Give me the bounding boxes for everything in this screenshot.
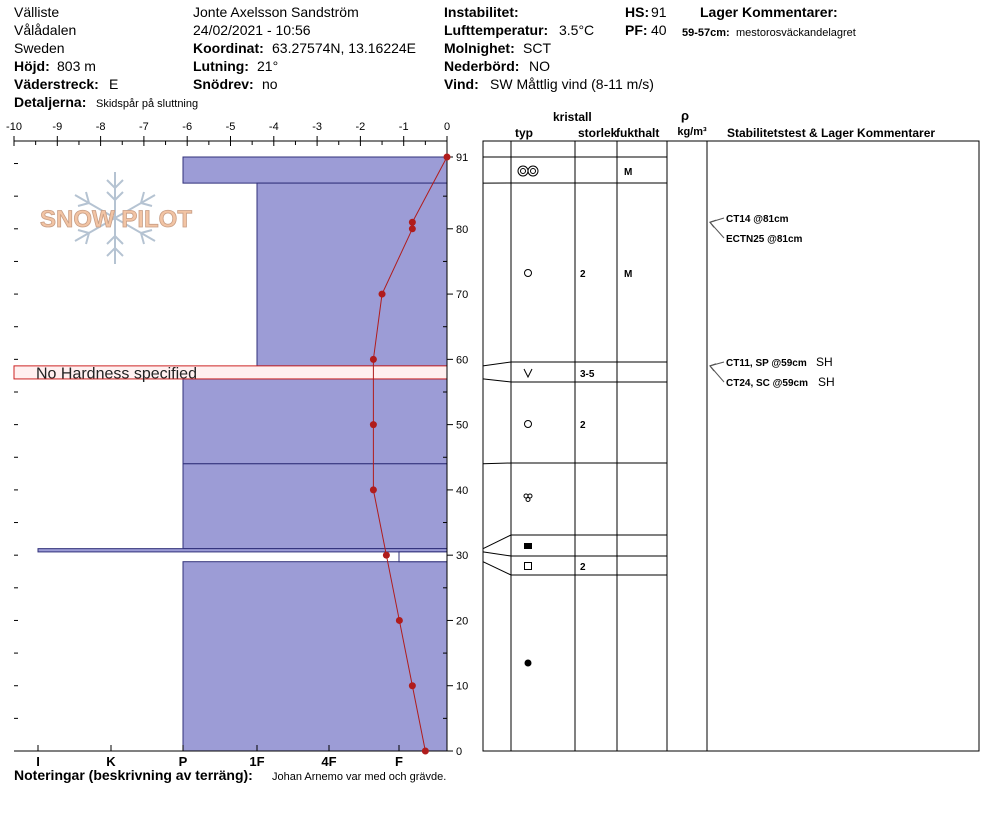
layer-comments-label: Lager Kommentarer:: [700, 4, 838, 20]
col-stability: Stabilitetstest & Lager Kommentarer: [727, 126, 936, 140]
grain-rounded-icon: [525, 421, 532, 428]
height-tick-label: 70: [456, 289, 469, 302]
temp-tick-label: -1: [398, 121, 409, 133]
airtemp-label: Lufttemperatur:: [444, 22, 549, 38]
hardness-bar-f-6: [399, 552, 447, 562]
slope-value: 21°: [257, 58, 279, 74]
temp-tick-label: -8: [95, 121, 106, 133]
hardness-label: 1F: [249, 754, 265, 769]
temperature-point: [422, 748, 429, 755]
temperature-point: [444, 154, 451, 161]
temp-tick-label: -6: [182, 121, 193, 133]
temperature-point: [409, 219, 416, 226]
pf-label: PF:: [625, 22, 648, 38]
height-tick-label: 20: [456, 615, 469, 628]
wind-value: SW Måttlig vind (8-11 m/s): [490, 76, 654, 92]
grain-glyph: [525, 660, 532, 667]
height-tick-label: 10: [456, 680, 469, 693]
height-tick-label: 50: [456, 419, 469, 432]
precip-value: NO: [529, 58, 550, 74]
pf-value: 40: [651, 22, 667, 38]
location-name: Välliste: [14, 4, 60, 20]
hs-label: HS:: [625, 4, 650, 20]
temp-tick-label: -9: [52, 121, 63, 133]
location-country: Sweden: [14, 40, 65, 56]
temp-tick-label: 0: [443, 121, 451, 133]
hardness-bar-7: [183, 562, 447, 751]
grain-glyph: [528, 166, 538, 176]
height-tick-label: 30: [456, 550, 469, 563]
grain-glyph: [524, 543, 532, 549]
hardness-bar-3: [183, 379, 447, 464]
instability-label: Instabilitet:: [444, 4, 519, 20]
grain-glyph: [525, 421, 532, 428]
grain-glyph: [518, 166, 528, 176]
hardness-bar-4: [183, 464, 447, 549]
layer-connector: [483, 535, 511, 549]
hardness-label: F: [395, 754, 403, 769]
temperature-point: [396, 617, 403, 624]
grain-surface-hoar-icon: [524, 369, 532, 377]
grain-glyph: [521, 169, 526, 174]
hardness-label: P: [178, 754, 188, 769]
grain-graupel-icon: [525, 660, 532, 667]
grain-size: 3-5: [580, 369, 595, 380]
hs-value: 91: [651, 4, 667, 20]
coord-value: 63.27574N, 13.16224E: [272, 40, 417, 56]
temperature-point: [379, 291, 386, 298]
drift-value: no: [262, 76, 278, 92]
drift-label: Snödrev:: [193, 76, 254, 92]
airtemp-value: 3.5°C: [559, 22, 595, 38]
col-kristall: kristall: [553, 110, 592, 124]
stability-test: CT24, SC @59cm: [726, 378, 809, 389]
logo-text: SNOW PILOT: [40, 206, 192, 233]
temperature-point: [383, 552, 390, 559]
grain-glyph: [525, 270, 532, 277]
temperature-point: [370, 421, 377, 428]
location-area: Vålådalen: [14, 22, 77, 38]
elevation-value: 803 m: [57, 58, 96, 74]
hardness-bar-0: [183, 157, 447, 183]
stability-test: ECTN25 @81cm: [726, 234, 803, 245]
stability-test: CT14 @81cm: [726, 214, 789, 225]
stability-arrowhead: [710, 220, 716, 227]
stability-test-extra: SH: [818, 375, 835, 389]
coord-label: Koordinat:: [193, 40, 264, 56]
hardness-label: 4F: [321, 754, 337, 769]
temp-tick-label: -2: [355, 121, 366, 133]
height-tick-label: 91: [456, 152, 469, 164]
observer: Jonte Axelsson Sandström: [193, 4, 359, 20]
layer-connector: [483, 362, 511, 366]
hardness-label: I: [36, 754, 40, 769]
moisture: M: [624, 269, 633, 280]
stability-test: CT11, SP @59cm: [726, 358, 807, 369]
layer-connector: [483, 463, 511, 464]
temperature-point: [370, 356, 377, 363]
grain-glyph: [531, 169, 536, 174]
aspect-label: Väderstreck:: [14, 76, 99, 92]
grain-decomposing-icon: [524, 494, 532, 502]
layer-table-frame: [483, 141, 979, 751]
temperature-point: [409, 682, 416, 689]
col-rho: ρ: [680, 108, 690, 123]
col-typ: typ: [515, 126, 533, 140]
no-hardness-label: No Hardness specified: [36, 365, 197, 383]
grain-glyph: [524, 369, 532, 377]
stability-test-extra: SH: [816, 355, 833, 369]
grain-rounded-icon: [525, 270, 532, 277]
layer-connector: [483, 379, 511, 382]
temp-tick-label: -4: [268, 121, 279, 133]
temp-tick-label: -10: [6, 121, 22, 133]
details-label: Detaljerna:: [14, 94, 87, 110]
grain-glyph: [525, 563, 532, 570]
notes-label: Noteringar (beskrivning av terräng):: [14, 767, 253, 783]
height-tick-label: 40: [456, 484, 469, 497]
details-value: Skidspår på sluttning: [96, 98, 199, 110]
temperature-point: [409, 225, 416, 232]
cloud-label: Molnighet:: [444, 40, 515, 56]
temperature-point: [370, 486, 377, 493]
height-tick-label: 80: [456, 223, 469, 236]
moisture: M: [624, 167, 633, 178]
grain-size: 2: [580, 269, 586, 280]
col-fukthalt: fukthalt: [616, 126, 660, 140]
grain-ice-icon: [524, 543, 532, 549]
datetime: 24/02/2021 - 10:56: [193, 22, 311, 38]
temp-tick-label: -7: [139, 121, 149, 133]
aspect-value: E: [109, 76, 119, 92]
layer-connector: [483, 552, 511, 556]
snow-pilot-logo: [40, 172, 192, 264]
cloud-value: SCT: [523, 40, 551, 56]
layer-comment-range: 59-57cm:: [682, 27, 730, 39]
grain-faceted-icon: [525, 563, 532, 570]
precip-label: Nederbörd:: [444, 58, 520, 74]
hardness-label: K: [106, 754, 116, 769]
layer-connector: [483, 562, 511, 575]
temp-tick-label: -3: [312, 121, 322, 133]
height-tick-label: 0: [456, 746, 463, 758]
slope-label: Lutning:: [193, 58, 249, 74]
wind-label: Vind:: [444, 76, 479, 92]
elevation-label: Höjd:: [14, 58, 50, 74]
col-storlek: storlek: [578, 126, 618, 140]
col-density: kg/m³: [677, 126, 707, 138]
height-tick-label: 60: [456, 354, 469, 367]
grain-size: 2: [580, 562, 586, 573]
grain-size: 2: [580, 420, 586, 431]
grain-glyph: [526, 498, 530, 502]
layer-comment-text: mestorosväckandelagret: [736, 27, 856, 39]
notes-text: Johan Arnemo var med och grävde.: [272, 771, 447, 783]
temp-tick-label: -5: [225, 121, 236, 133]
grain-melt-forms-icon: [518, 166, 538, 176]
